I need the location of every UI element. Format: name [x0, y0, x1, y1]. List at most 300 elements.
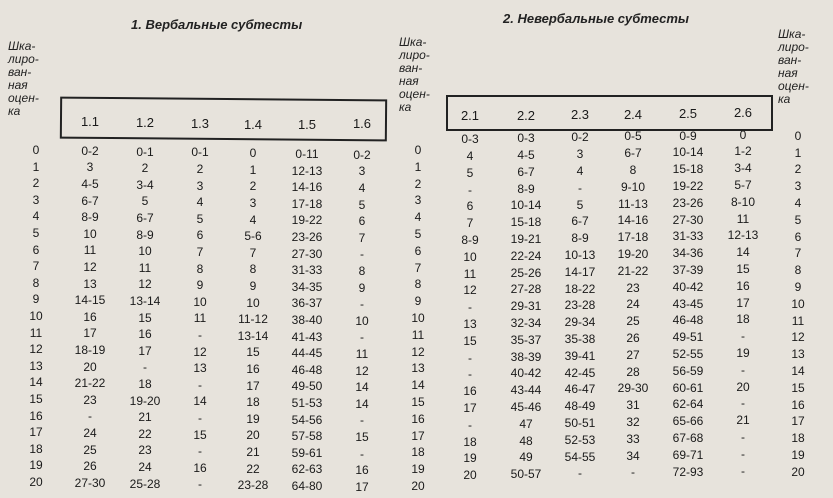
scale-score-cell: 17	[791, 414, 805, 429]
nonverbal-raw-score-cell: 19-20	[617, 247, 649, 261]
nonverbal-raw-score-cell: 8-9	[517, 181, 535, 196]
verbal-raw-score-cell: 6-7	[136, 211, 154, 225]
verbal-raw-score-cell: -	[88, 409, 92, 424]
nonverbal-raw-score-cell: 26	[626, 331, 640, 345]
nonverbal-raw-score-cell: 35-37	[510, 332, 542, 347]
scale-score-cell: 0	[32, 143, 40, 157]
verbal-raw-score-cell: 38-40	[291, 313, 323, 327]
nonverbal-raw-score-cell: 0-3	[461, 132, 479, 147]
verbal-raw-score-cell: 12	[355, 363, 369, 378]
verbal-raw-score-cell: 24	[83, 426, 97, 440]
verbal-raw-score-cell: 19-22	[291, 213, 323, 228]
nonverbal-raw-score-cell: 5	[576, 197, 584, 212]
nonverbal-raw-score-cell: 16	[736, 278, 750, 293]
verbal-raw-score-cell: 8-9	[81, 210, 99, 225]
verbal-raw-score-cell: 6	[358, 214, 366, 229]
scale-score-cell: 9	[32, 292, 40, 307]
nonverbal-raw-score-cell: 8-9	[461, 232, 479, 247]
nonverbal-raw-score-cell: 12-13	[727, 228, 759, 243]
verbal-raw-score-cell: 14-16	[291, 180, 323, 195]
heading-nonverbal: 2. Невербальные субтесты	[503, 11, 689, 26]
verbal-raw-score-cell: 27-30	[291, 246, 323, 261]
verbal-raw-score-cell: 15	[355, 430, 369, 444]
scale-score-cell: 18	[29, 441, 43, 456]
verbal-raw-score-cell: 14	[355, 396, 369, 411]
scale-score-cell: 1	[32, 159, 40, 174]
verbal-raw-score-cell: 15	[246, 345, 260, 360]
verbal-raw-score-cell: -	[198, 377, 202, 392]
nonverbal-raw-score-cell: 11	[736, 211, 750, 226]
nonverbal-raw-score-cell: 29-31	[510, 299, 542, 314]
verbal-raw-score-cell: 49-50	[291, 379, 323, 394]
verbal-raw-score-cell: 16	[138, 327, 152, 342]
scale-score-cell: 16	[791, 397, 805, 412]
verbal-raw-score-cell: 17	[355, 479, 369, 494]
nonverbal-raw-score-cell: 32	[626, 415, 640, 429]
nonverbal-raw-score-cell: 46-48	[672, 313, 704, 328]
verbal-raw-score-cell: 24	[138, 460, 152, 474]
verbal-raw-score-cell: 8	[196, 261, 204, 276]
verbal-raw-score-cell: 13	[193, 361, 207, 376]
nonverbal-raw-score-cell: 17	[736, 295, 750, 310]
nonverbal-raw-score-cell: 4	[576, 163, 584, 178]
verbal-raw-score-cell: 13	[83, 276, 97, 291]
verbal-raw-score-cell: -	[360, 247, 364, 262]
nonverbal-raw-score-cell: 32-34	[510, 316, 542, 330]
verbal-raw-score-cell: 0-2	[353, 147, 371, 162]
nonverbal-raw-score-cell: 25-26	[510, 265, 542, 280]
verbal-raw-score-cell: 17	[83, 326, 97, 341]
scale-score-cell: 10	[791, 296, 805, 311]
nonverbal-raw-score-cell: 24	[626, 297, 640, 312]
nonverbal-raw-score-cell: 62-64	[672, 397, 704, 412]
nonverbal-raw-score-cell: 3	[576, 147, 584, 162]
scale-score-cell: 19	[791, 447, 805, 462]
nonverbal-raw-score-cell: -	[741, 463, 745, 478]
verbal-raw-score-cell: 18	[246, 395, 260, 410]
verbal-raw-score-cell: 25-28	[129, 476, 161, 491]
verbal-raw-score-cell: 3	[196, 178, 204, 193]
verbal-raw-score-cell: 20	[246, 428, 260, 443]
verbal-raw-score-cell: 10	[83, 226, 97, 241]
verbal-raw-score-cell: 13-14	[129, 294, 161, 308]
scale-label-middle: Шка- лиро- ван- ная оцен- ка	[399, 35, 430, 114]
nonverbal-raw-score-cell: -	[741, 430, 745, 444]
nonverbal-raw-score-cell: -	[468, 182, 472, 197]
nonverbal-raw-score-cell: -	[468, 417, 472, 432]
verbal-raw-score-cell: 0-11	[295, 147, 319, 161]
scale-score-cell: 16	[29, 408, 43, 423]
verbal-raw-score-cell: 64-80	[291, 479, 323, 493]
verbal-column-header: 1.6	[352, 116, 372, 131]
nonverbal-raw-score-cell: 35-38	[564, 331, 596, 346]
scale-score-cell: 3	[414, 193, 422, 208]
nonverbal-raw-score-cell: 15	[736, 262, 750, 276]
nonverbal-raw-score-cell: 11	[463, 266, 477, 281]
verbal-raw-score-cell: 11	[193, 311, 207, 326]
nonverbal-raw-score-cell: 18-22	[564, 281, 596, 296]
verbal-raw-score-cell: 26	[83, 459, 97, 474]
nonverbal-raw-score-cell: 20	[736, 379, 750, 394]
verbal-raw-score-cell: -	[360, 446, 364, 461]
verbal-raw-score-cell: 57-58	[291, 429, 323, 444]
nonverbal-raw-score-cell: -	[741, 329, 745, 344]
verbal-raw-score-cell: 16	[355, 463, 369, 478]
nonverbal-raw-score-cell: 20	[463, 468, 477, 483]
nonverbal-raw-score-cell: 56-59	[672, 363, 704, 378]
verbal-raw-score-cell: 9	[196, 278, 204, 293]
scale-score-cell: 5	[32, 226, 40, 240]
verbal-raw-score-cell: 9	[358, 280, 366, 295]
nonverbal-raw-score-cell: 47	[519, 416, 533, 431]
nonverbal-raw-score-cell: 1-2	[734, 144, 752, 159]
verbal-raw-score-cell: 1	[249, 162, 257, 177]
verbal-raw-score-cell: 59-61	[291, 445, 323, 460]
verbal-raw-score-cell: 19	[246, 411, 260, 426]
verbal-raw-score-cell: 2	[196, 162, 204, 176]
nonverbal-raw-score-cell: 23-26	[672, 195, 704, 210]
scale-score-cell: 2	[414, 176, 422, 191]
verbal-raw-score-cell: -	[198, 444, 202, 459]
nonverbal-raw-score-cell: 31	[626, 398, 640, 413]
scale-score-cell: 7	[32, 259, 40, 274]
verbal-raw-score-cell: 0-2	[81, 143, 99, 158]
nonverbal-raw-score-cell: 6-7	[517, 164, 535, 179]
nonverbal-raw-score-cell: 27-28	[510, 282, 542, 297]
verbal-column-header: 1.5	[297, 117, 317, 132]
nonverbal-raw-score-cell: 12	[463, 283, 477, 298]
nonverbal-raw-score-cell: 8	[629, 163, 637, 177]
nonverbal-raw-score-cell: 48-49	[564, 399, 596, 414]
verbal-raw-score-cell: 21-22	[74, 376, 106, 391]
nonverbal-raw-score-cell: 18	[736, 312, 750, 327]
scale-score-cell: 14	[791, 363, 805, 378]
nonverbal-column-header: 2.3	[570, 107, 590, 122]
nonverbal-raw-score-cell: 52-53	[564, 432, 596, 447]
scale-score-cell: 5	[414, 227, 422, 241]
verbal-raw-score-cell: -	[360, 413, 364, 428]
verbal-raw-score-cell: 10	[193, 294, 207, 309]
verbal-raw-score-cell: 12	[83, 260, 97, 274]
scale-label-right: Шка- лиро- ван- ная оцен- ка	[778, 27, 809, 106]
scale-score-cell: 20	[411, 479, 425, 493]
nonverbal-raw-score-cell: 18	[463, 434, 477, 449]
nonverbal-raw-score-cell: -	[741, 396, 745, 411]
nonverbal-raw-score-cell: -	[578, 466, 582, 481]
nonverbal-raw-score-cell: 50-57	[510, 467, 542, 482]
nonverbal-raw-score-cell: 21-22	[617, 263, 649, 278]
nonverbal-raw-score-cell: 40-42	[510, 366, 542, 381]
scale-score-cell: 1	[794, 145, 802, 160]
verbal-raw-score-cell: 7	[249, 245, 257, 260]
verbal-raw-score-cell: 62-63	[291, 462, 323, 477]
nonverbal-raw-score-cell: 6	[466, 199, 474, 214]
verbal-raw-score-cell: 16	[193, 460, 207, 475]
verbal-column-header: 1.1	[80, 114, 100, 129]
verbal-raw-score-cell: 13-14	[237, 328, 269, 343]
verbal-raw-score-cell: 22	[246, 461, 260, 476]
verbal-raw-score-cell: 3	[249, 196, 257, 210]
nonverbal-raw-score-cell: -	[741, 446, 745, 461]
verbal-raw-score-cell: -	[198, 477, 202, 492]
verbal-raw-score-cell: 17	[246, 378, 260, 393]
scale-score-cell: 10	[411, 311, 425, 325]
scale-score-cell: 8	[414, 277, 422, 292]
nonverbal-raw-score-cell: 37-39	[672, 262, 704, 277]
verbal-raw-score-cell: 15	[138, 310, 152, 325]
scale-score-cell: 12	[29, 342, 43, 357]
nonverbal-raw-score-cell: 45-46	[510, 400, 542, 414]
verbal-raw-score-cell: 7	[358, 230, 366, 245]
verbal-raw-score-cell: 23	[138, 443, 152, 458]
nonverbal-raw-score-cell: 43-44	[510, 383, 542, 398]
verbal-raw-score-cell: 11	[355, 347, 369, 361]
verbal-raw-score-cell: 21	[138, 410, 152, 425]
scale-score-cell: 12	[791, 330, 805, 345]
scale-score-cell: 11	[791, 313, 805, 328]
nonverbal-raw-score-cell: 40-42	[672, 279, 704, 294]
verbal-raw-score-cell: 4	[358, 181, 366, 195]
verbal-raw-score-cell: 23-26	[291, 230, 323, 244]
nonverbal-raw-score-cell: 28	[626, 364, 640, 379]
verbal-raw-score-cell: 16	[246, 362, 260, 376]
verbal-raw-score-cell: 2	[141, 161, 149, 176]
nonverbal-raw-score-cell: 19	[463, 451, 477, 466]
verbal-raw-score-cell: 12	[193, 344, 207, 359]
verbal-raw-score-cell: -	[360, 330, 364, 345]
verbal-raw-score-cell: 6	[196, 228, 204, 243]
nonverbal-raw-score-cell: -	[578, 180, 582, 195]
scale-score-cell: 4	[32, 209, 40, 224]
nonverbal-raw-score-cell: 17	[463, 400, 477, 415]
verbal-raw-score-cell: 3-4	[136, 177, 154, 192]
nonverbal-raw-score-cell: 4-5	[517, 148, 535, 162]
verbal-column-header: 1.2	[135, 115, 155, 130]
scale-score-cell: 20	[791, 464, 805, 479]
scale-score-cell: 8	[794, 263, 802, 278]
scale-score-cell: 10	[29, 309, 43, 323]
nonverbal-raw-score-cell: -	[741, 362, 745, 377]
nonverbal-raw-score-cell: 52-55	[672, 346, 704, 361]
nonverbal-raw-score-cell: 54-55	[564, 449, 596, 464]
nonverbal-raw-score-cell: 65-66	[672, 414, 704, 429]
nonverbal-raw-score-cell: 29-34	[564, 315, 596, 330]
verbal-raw-score-cell: 5	[358, 197, 366, 212]
scale-score-cell: 12	[411, 344, 425, 359]
scale-label-left: Шка- лиро- ван- ная оцен- ка	[8, 39, 39, 118]
verbal-raw-score-cell: 9	[249, 279, 257, 293]
verbal-raw-score-cell: 20	[83, 359, 97, 374]
verbal-raw-score-cell: 34-35	[291, 279, 323, 294]
nonverbal-column-header: 2.5	[678, 106, 698, 121]
verbal-raw-score-cell: 14	[355, 380, 369, 395]
nonverbal-raw-score-cell: 6-7	[624, 146, 642, 161]
verbal-raw-score-cell: 11-12	[238, 312, 268, 327]
verbal-raw-score-cell: 8	[358, 264, 366, 278]
nonverbal-raw-score-cell: 15-18	[672, 162, 704, 177]
scale-score-cell: 6	[794, 229, 802, 244]
verbal-raw-score-cell: 0-1	[136, 144, 154, 159]
verbal-raw-score-cell: 5	[196, 211, 204, 226]
verbal-raw-score-cell: 3	[86, 160, 94, 175]
scale-score-cell: 0	[414, 143, 422, 157]
scale-score-cell: 8	[32, 275, 40, 290]
nonverbal-raw-score-cell: 15	[463, 333, 477, 348]
nonverbal-raw-score-cell: 38-39	[510, 349, 542, 364]
verbal-raw-score-cell: 4-5	[81, 177, 99, 191]
verbal-raw-score-cell: 18-19	[74, 343, 106, 357]
nonverbal-column-header: 2.4	[623, 107, 643, 122]
nonverbal-column-header: 2.2	[516, 108, 536, 123]
scale-score-cell: 7	[414, 260, 422, 275]
scale-score-cell: 9	[794, 279, 802, 294]
scale-score-cell: 15	[791, 380, 805, 395]
verbal-raw-score-cell: -	[198, 411, 202, 425]
scale-score-cell: 2	[32, 176, 40, 191]
scale-score-cell: 14	[411, 378, 425, 393]
nonverbal-raw-score-cell: 27	[626, 347, 640, 362]
nonverbal-raw-score-cell: 39-41	[564, 348, 596, 363]
scale-score-cell: 1	[414, 159, 422, 174]
verbal-raw-score-cell: 4	[196, 195, 204, 210]
verbal-raw-score-cell: 8	[249, 262, 257, 277]
scale-score-cell: 11	[29, 325, 43, 340]
nonverbal-raw-score-cell: 43-45	[672, 296, 704, 311]
verbal-raw-score-cell: 6-7	[81, 193, 99, 208]
verbal-raw-score-cell: 46-48	[291, 362, 323, 377]
nonverbal-raw-score-cell: 19-21	[510, 232, 542, 246]
nonverbal-raw-score-cell: 7	[466, 216, 474, 231]
verbal-raw-score-cell: 14-15	[74, 293, 106, 308]
verbal-raw-score-cell: 23-28	[237, 478, 269, 493]
nonverbal-raw-score-cell: 46-47	[564, 382, 596, 397]
nonverbal-column-header: 2.1	[460, 108, 480, 123]
verbal-raw-score-cell: 5	[141, 194, 149, 209]
nonverbal-raw-score-cell: 22-24	[510, 248, 542, 263]
scale-score-cell: 15	[411, 395, 425, 409]
verbal-raw-score-cell: 11	[138, 260, 152, 275]
nonverbal-raw-score-cell: 14-17	[564, 264, 596, 279]
nonverbal-raw-score-cell: 16	[463, 384, 477, 399]
verbal-raw-score-cell: 0	[249, 146, 257, 161]
scale-score-cell: 5	[794, 212, 802, 227]
nonverbal-raw-score-cell: 10-13	[564, 247, 596, 262]
verbal-raw-score-cell: 18	[138, 377, 152, 391]
nonverbal-raw-score-cell: 49	[519, 450, 533, 465]
nonverbal-raw-score-cell: 5-7	[734, 178, 752, 192]
verbal-raw-score-cell: 8-9	[136, 227, 154, 242]
nonverbal-raw-score-cell: 34-36	[672, 246, 704, 261]
verbal-raw-score-cell: 36-37	[291, 296, 323, 311]
nonverbal-column-header: 2.6	[733, 105, 753, 120]
nonverbal-raw-score-cell: 23-28	[564, 298, 596, 313]
scale-score-cell: 11	[411, 327, 425, 342]
verbal-raw-score-cell: 51-53	[291, 396, 323, 410]
heading-verbal: 1. Вербальные субтесты	[131, 17, 303, 32]
scale-score-cell: 6	[32, 242, 40, 257]
nonverbal-raw-score-cell: 50-51	[564, 415, 596, 430]
verbal-raw-score-cell: 16	[83, 309, 97, 324]
verbal-raw-score-cell: 21	[246, 445, 260, 459]
nonverbal-raw-score-cell: 14	[736, 245, 750, 260]
verbal-raw-score-cell: 31-33	[291, 263, 323, 278]
nonverbal-raw-score-cell: 17-18	[617, 230, 649, 245]
scale-score-cell: 7	[794, 246, 802, 261]
verbal-raw-score-cell: 10	[138, 244, 152, 259]
scale-score-cell: 4	[414, 210, 422, 225]
nonverbal-raw-score-cell: 8-10	[730, 194, 756, 209]
verbal-raw-score-cell: 22	[138, 426, 152, 441]
scale-score-cell: 13	[411, 361, 425, 376]
nonverbal-raw-score-cell: 0-3	[517, 131, 535, 146]
nonverbal-raw-score-cell: 4	[466, 148, 474, 163]
nonverbal-raw-score-cell: 0-9	[679, 128, 697, 143]
nonverbal-raw-score-cell: 29-30	[617, 381, 649, 396]
verbal-raw-score-cell: 44-45	[291, 346, 323, 361]
verbal-raw-score-cell: 23	[83, 392, 97, 407]
verbal-raw-score-cell: 12-13	[291, 163, 323, 178]
scale-score-cell: 18	[411, 445, 425, 460]
scale-score-cell: 9	[414, 294, 422, 309]
scale-score-cell: 2	[794, 162, 802, 177]
nonverbal-raw-score-cell: 14-16	[617, 213, 649, 228]
nonverbal-raw-score-cell: 0	[739, 127, 747, 142]
verbal-raw-score-cell: 10	[246, 295, 260, 310]
nonverbal-raw-score-cell: 0-5	[624, 129, 642, 144]
verbal-raw-score-cell: -	[143, 360, 147, 375]
nonverbal-raw-score-cell: 8-9	[571, 231, 589, 246]
nonverbal-raw-score-cell: -	[468, 300, 472, 315]
nonverbal-raw-score-cell: 42-45	[564, 365, 596, 380]
scale-score-cell: 17	[29, 425, 43, 440]
nonverbal-raw-score-cell: 10	[463, 249, 477, 264]
nonverbal-raw-score-cell: 67-68	[672, 430, 704, 445]
scale-score-cell: 6	[414, 243, 422, 258]
nonverbal-raw-score-cell: -	[468, 367, 472, 382]
scale-score-cell: 13	[29, 358, 43, 373]
scale-score-cell: 19	[411, 462, 425, 477]
verbal-raw-score-cell: 10	[355, 313, 369, 328]
scale-score-cell: 14	[29, 375, 43, 390]
verbal-raw-score-cell: 27-30	[74, 475, 106, 490]
scale-score-cell: 3	[794, 179, 802, 194]
nonverbal-raw-score-cell: 11-13	[618, 196, 648, 211]
nonverbal-raw-score-cell: 10-14	[510, 198, 542, 213]
verbal-raw-score-cell: -	[360, 297, 364, 312]
verbal-raw-score-cell: 54-56	[291, 412, 323, 427]
verbal-column-header: 1.4	[243, 117, 263, 132]
scale-score-cell: 0	[794, 128, 802, 143]
nonverbal-raw-score-cell: 48	[519, 433, 533, 448]
nonverbal-raw-score-cell: 33	[626, 431, 640, 446]
verbal-raw-score-cell: 5-6	[244, 229, 262, 244]
nonverbal-raw-score-cell: 13	[463, 316, 477, 331]
scale-score-cell: 13	[791, 347, 805, 362]
nonverbal-raw-score-cell: 3-4	[734, 161, 752, 176]
nonverbal-raw-score-cell: 0-2	[571, 130, 589, 145]
scale-score-cell: 16	[411, 411, 425, 426]
verbal-raw-score-cell: 17-18	[291, 196, 323, 211]
nonverbal-raw-score-cell: 6-7	[571, 214, 589, 229]
verbal-raw-score-cell: 7	[196, 245, 204, 259]
nonverbal-raw-score-cell: 15-18	[510, 215, 542, 230]
scale-score-cell: 18	[791, 431, 805, 446]
verbal-column-header: 1.3	[190, 116, 210, 131]
scale-score-cell: 4	[794, 195, 802, 210]
nonverbal-raw-score-cell: 10-14	[672, 145, 704, 160]
verbal-raw-score-cell: 4	[249, 212, 257, 227]
scale-score-cell: 19	[29, 458, 43, 473]
